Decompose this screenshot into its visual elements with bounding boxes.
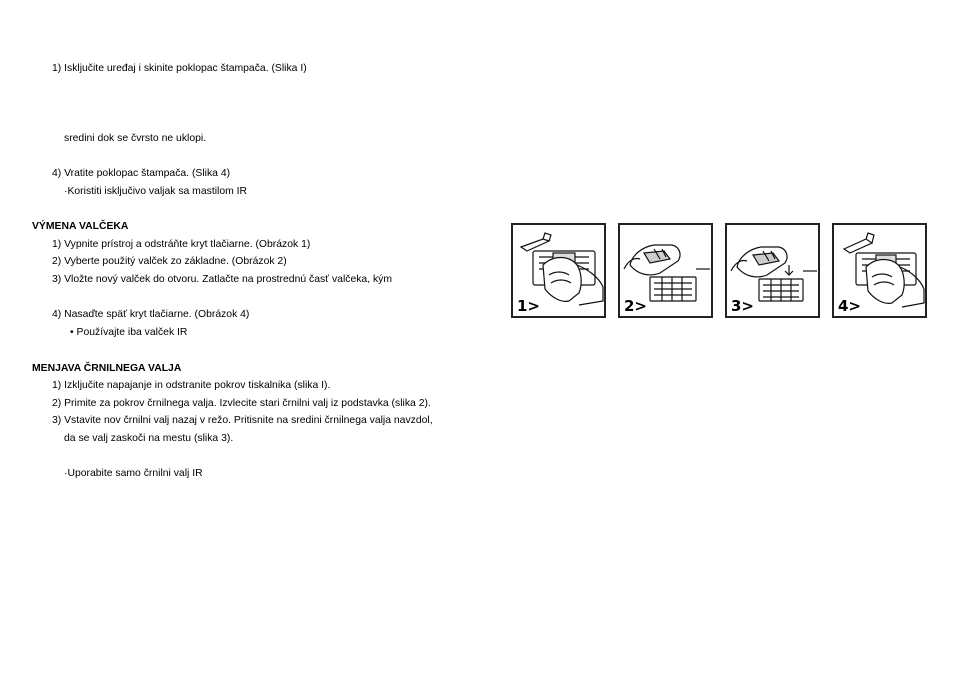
figure-3 bbox=[725, 223, 820, 318]
text-line: • Používajte iba valček IR bbox=[70, 327, 188, 338]
figure-label: 3> bbox=[731, 297, 755, 315]
text-line: ·Uporabite samo črnilni valj IR bbox=[64, 468, 203, 479]
text-line: 1) Isključite uređaj i skinite poklopac štampača. (Slika I) bbox=[52, 63, 307, 74]
text-line: 1) Vypnite prístroj a odstráňte kryt tlačiarne. (Obrázok 1) bbox=[52, 239, 311, 250]
text-line: 4) Nasaďte späť kryt tlačiarne. (Obrázok 4) bbox=[52, 309, 250, 320]
section-heading-slovak: VÝMENA VALČEKA bbox=[32, 221, 129, 232]
figure-1 bbox=[511, 223, 606, 318]
text-line: 2) Primite za pokrov črnilnega valja. Izvlecite stari črnilni valj iz podstavka (slika 2). bbox=[52, 398, 431, 409]
instruction-figures bbox=[511, 223, 931, 322]
text-line: sredini dok se čvrsto ne uklopi. bbox=[64, 133, 207, 144]
text-line: da se valj zaskoči na mestu (slika 3). bbox=[64, 433, 234, 444]
text-line: 2) Vyberte použitý valček zo základne. (Obrázok 2) bbox=[52, 256, 287, 267]
figure-label: 4> bbox=[838, 297, 862, 315]
text-line: 4) Vratite poklopac štampača. (Slika 4) bbox=[52, 168, 231, 179]
text-line: ·Koristiti isključivo valjak sa mastilom IR bbox=[64, 186, 248, 197]
text-line: 3) Vložte nový valček do otvoru. Zatlačte na prostrednú časť valčeka, kým bbox=[52, 274, 393, 285]
figure-2 bbox=[618, 223, 713, 318]
figure-label: 1> bbox=[517, 297, 541, 315]
figure-label: 2> bbox=[624, 297, 648, 315]
text-line: 3) Vstavite nov črnilni valj nazaj v režo. Pritisnite na sredini črnilnega valja navzdol, bbox=[52, 415, 433, 426]
figure-4 bbox=[832, 223, 927, 318]
section-heading-slovenian: MENJAVA ČRNILNEGA VALJA bbox=[32, 363, 182, 374]
text-line: 1) Izključite napajanje in odstranite pokrov tiskalnika (slika I). bbox=[52, 380, 331, 391]
